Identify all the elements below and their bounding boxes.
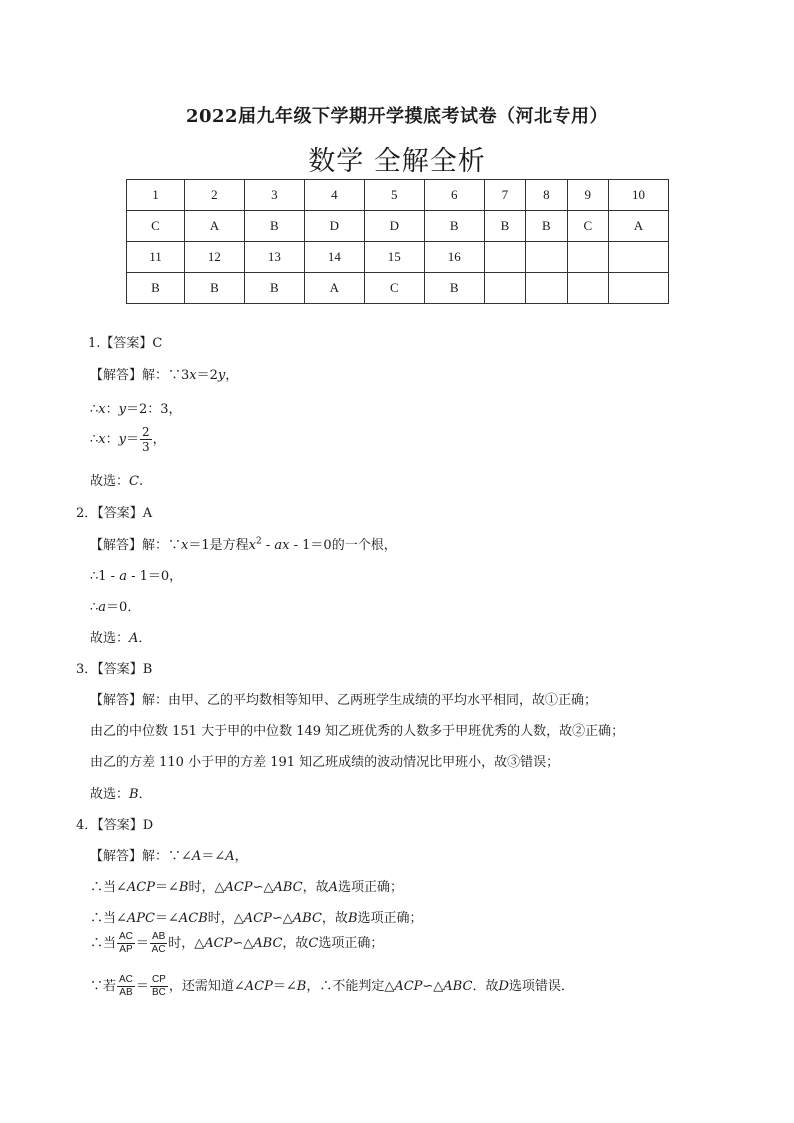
exponent: 2 <box>256 536 262 547</box>
q4-var: A <box>328 880 338 895</box>
q4-text: ，故 <box>282 936 309 951</box>
q2-var: x <box>181 538 189 553</box>
q1-solution-line <box>90 364 238 383</box>
table-cell <box>608 242 668 273</box>
q4-text: ∽△ <box>232 936 254 951</box>
q4-text: ＝∠ <box>155 880 179 895</box>
q2-choose <box>90 627 151 646</box>
q1-var: x <box>98 402 106 417</box>
solution-label: 【解答】 <box>90 693 143 708</box>
q2-var: x <box>248 538 256 553</box>
q4-number: 4． <box>76 818 98 833</box>
table-cell <box>526 273 567 304</box>
q4-text: ＝ <box>135 979 149 994</box>
q3-text: 由乙的中位数 151 大于甲的中位数 149 知乙班优秀的人数多于甲班优秀的人数，故②正确； <box>90 724 625 739</box>
q3-step-2 <box>90 720 624 739</box>
answer-label: 【答案】 <box>100 336 153 351</box>
q4-var: C <box>308 936 319 951</box>
q1-text: ∴ <box>90 432 99 447</box>
q4-text: 时，△ <box>168 936 205 951</box>
q3-text: 解：由甲、乙的平均数相等知甲、乙两班学生成绩的平均水平相同，故①正确； <box>142 693 598 708</box>
table-cell <box>484 242 525 273</box>
q3-answer <box>76 658 152 677</box>
q4-solution-line <box>90 845 248 864</box>
answer-label: 【答案】 <box>97 506 143 521</box>
choose-value: A <box>129 631 139 646</box>
q4-var: ACP <box>394 979 423 994</box>
q4-text: ∵若 <box>90 979 117 994</box>
q1-text: . <box>138 474 144 489</box>
q2-step-2 <box>90 565 182 584</box>
q1-text: ＝2：3， <box>126 402 182 417</box>
table-cell: 13 <box>244 242 304 273</box>
q4-text: ，还需知道∠ <box>168 979 245 994</box>
q4-var: APC <box>126 911 155 926</box>
table-cell: 5 <box>364 180 424 211</box>
table-cell: B <box>244 211 304 242</box>
q2-text: 解：∵ <box>142 538 182 553</box>
q1-text: ， <box>225 368 239 383</box>
table-cell: 10 <box>608 180 668 211</box>
q1-var: x <box>189 368 197 383</box>
table-cell: 2 <box>184 180 244 211</box>
q2-var: a <box>98 600 107 615</box>
q4-text: 时，△ <box>207 911 244 926</box>
fraction-denominator: AP <box>119 944 133 955</box>
q3-answer-value: B <box>142 662 153 677</box>
q4-var: B <box>347 911 358 926</box>
q4-var: ACP <box>126 880 155 895</box>
solution-label: 【解答】 <box>90 538 143 553</box>
q3-number: 3． <box>76 662 98 677</box>
table-cell: B <box>127 273 185 304</box>
q4-fraction <box>117 932 135 955</box>
fraction-denominator: AC <box>151 944 166 955</box>
table-cell: 3 <box>244 180 304 211</box>
table-cell: D <box>364 211 424 242</box>
q4-fraction <box>117 975 135 998</box>
q4-var: ABC <box>273 880 303 895</box>
table-row-answers <box>127 273 669 304</box>
q2-answer <box>76 502 152 521</box>
table-cell: 12 <box>184 242 244 273</box>
q4-answer-value: D <box>142 818 154 833</box>
table-cell: A <box>304 273 364 304</box>
answer-table <box>126 179 669 304</box>
q4-text: ＝∠ <box>272 979 297 994</box>
q1-var: y <box>217 368 226 383</box>
table-cell: C <box>567 211 608 242</box>
q1-var: y <box>118 432 126 447</box>
q4-step-3 <box>90 907 423 926</box>
q1-text: ∴ <box>90 402 99 417</box>
table-cell <box>567 273 608 304</box>
q1-text: ： <box>105 402 119 417</box>
choose-label: 故选： <box>90 787 130 802</box>
q4-text: 选项正确； <box>338 880 404 895</box>
table-cell: 6 <box>424 180 484 211</box>
fraction-numerator: AC <box>119 974 133 985</box>
q1-text: ＝2 <box>196 368 218 383</box>
fraction-denominator: AB <box>119 987 133 998</box>
table-cell: 9 <box>567 180 608 211</box>
q1-answer <box>88 332 162 351</box>
q2-var: a <box>119 569 127 584</box>
q4-var: B <box>178 880 189 895</box>
q1-step-3 <box>90 426 166 453</box>
q4-var: A <box>191 849 202 864</box>
q4-text: ∴当∠ <box>90 911 127 926</box>
document-subtitle: 数学 全解全析 <box>308 146 486 177</box>
q4-step-5 <box>90 975 574 998</box>
q2-text: ． <box>138 631 152 646</box>
q4-text: 解：∵∠ <box>142 849 192 864</box>
q2-number: 2． <box>76 506 98 521</box>
fraction-denominator: BC <box>151 987 166 998</box>
document-title: 2022届九年级下学期开学摸底考试卷（河北专用） <box>185 106 609 127</box>
q2-text: - 1＝0的一个根， <box>289 538 397 553</box>
table-cell: 16 <box>424 242 484 273</box>
q4-answer <box>76 814 153 833</box>
q4-text: ＝ <box>135 936 149 951</box>
q4-text: ∽△ <box>422 979 444 994</box>
q4-var: ACP <box>243 911 272 926</box>
q2-text: ＝0． <box>106 600 141 615</box>
q4-step-2 <box>90 876 403 895</box>
q4-text: ．故 <box>472 979 499 994</box>
q2-text: ∴ <box>90 600 99 615</box>
solution-label: 【解答】 <box>90 368 143 383</box>
table-cell: 7 <box>484 180 525 211</box>
q3-step-3 <box>90 751 559 770</box>
q4-text: ，∴不能判定△ <box>306 979 395 994</box>
choose-value: C <box>129 474 139 489</box>
q4-step-4 <box>90 932 383 955</box>
q2-answer-value: A <box>142 506 153 521</box>
q4-text: ＝∠ <box>155 911 179 926</box>
q1-text: ： <box>105 432 119 447</box>
q1-number: 1. <box>88 336 101 351</box>
q2-text: ＝1是方程 <box>188 538 249 553</box>
table-cell: B <box>526 211 567 242</box>
table-cell: A <box>608 211 668 242</box>
table-cell: 8 <box>526 180 567 211</box>
q1-choose <box>90 470 143 489</box>
q2-text: - 1＝0， <box>126 569 183 584</box>
q4-var: A <box>225 849 235 864</box>
q4-var: ACP <box>204 936 233 951</box>
q2-text: ∴1 - <box>90 569 120 584</box>
q4-text: 选项错误． <box>508 979 574 994</box>
table-cell: 4 <box>304 180 364 211</box>
q4-text: ， <box>234 849 248 864</box>
fraction-numerator: CP <box>151 974 166 985</box>
q2-solution-line <box>90 534 397 553</box>
q4-var: ABC <box>292 911 322 926</box>
q1-fraction <box>140 426 152 453</box>
q4-var: ACP <box>244 979 273 994</box>
table-cell: B <box>484 211 525 242</box>
fraction-denominator: 3 <box>142 440 150 454</box>
table-cell: D <box>304 211 364 242</box>
choose-label: 故选： <box>90 631 130 646</box>
q1-step-2 <box>90 398 182 417</box>
choose-value: B <box>129 787 139 802</box>
q1-text: 解：∵3 <box>142 368 190 383</box>
q4-var: ACP <box>224 880 253 895</box>
q4-text: 选项正确； <box>357 911 423 926</box>
q4-var: B <box>296 979 307 994</box>
q2-step-3 <box>90 596 140 615</box>
table-cell: B <box>244 273 304 304</box>
table-cell: C <box>364 273 424 304</box>
q4-var: ABC <box>443 979 473 994</box>
q3-solution-line <box>90 689 597 708</box>
q3-text: 由乙的方差 110 小于甲的方差 191 知乙班成绩的波动情况比甲班小，故③错误； <box>90 755 560 770</box>
q2-text: - <box>261 538 275 553</box>
solution-label: 【解答】 <box>90 849 143 864</box>
table-cell: C <box>127 211 185 242</box>
table-row-answers <box>127 211 669 242</box>
q4-text: ∽△ <box>271 911 293 926</box>
table-cell: B <box>184 273 244 304</box>
q1-var: x <box>98 432 106 447</box>
table-cell: A <box>184 211 244 242</box>
q3-choose <box>90 783 152 802</box>
q4-text: 选项正确； <box>318 936 384 951</box>
q4-var: ACB <box>178 911 208 926</box>
q1-answer-value: C <box>152 336 163 351</box>
table-cell: B <box>424 273 484 304</box>
table-cell <box>484 273 525 304</box>
q1-text: ＝ <box>126 432 140 447</box>
q4-text: ∴当∠ <box>90 880 127 895</box>
q2-var: ax <box>274 538 290 553</box>
q4-fraction <box>150 932 167 955</box>
table-cell <box>526 242 567 273</box>
table-cell <box>608 273 668 304</box>
q4-text: ∴当 <box>90 936 117 951</box>
choose-label: 故选： <box>90 474 130 489</box>
table-cell: 14 <box>304 242 364 273</box>
q1-text: ， <box>152 432 166 447</box>
q4-text: ＝∠ <box>201 849 226 864</box>
table-cell <box>567 242 608 273</box>
answer-label: 【答案】 <box>97 818 143 833</box>
answer-label: 【答案】 <box>97 662 143 677</box>
q4-var: D <box>498 979 509 994</box>
q3-text: ． <box>138 787 152 802</box>
q4-text: ，故 <box>302 880 329 895</box>
fraction-numerator: AB <box>151 931 166 942</box>
table-cell: B <box>424 211 484 242</box>
q4-text: ∽△ <box>252 880 274 895</box>
q1-var: y <box>118 402 126 417</box>
q4-fraction <box>150 975 168 998</box>
fraction-numerator: 2 <box>142 425 150 439</box>
q4-var: ABC <box>253 936 283 951</box>
table-cell: 15 <box>364 242 424 273</box>
table-cell: 1 <box>127 180 185 211</box>
table-row-question-numbers <box>127 242 669 273</box>
table-cell: 11 <box>127 242 185 273</box>
table-row-question-numbers <box>127 180 669 211</box>
q4-text: 时，△ <box>188 880 225 895</box>
fraction-numerator: AC <box>119 931 133 942</box>
q4-text: ，故 <box>321 911 348 926</box>
